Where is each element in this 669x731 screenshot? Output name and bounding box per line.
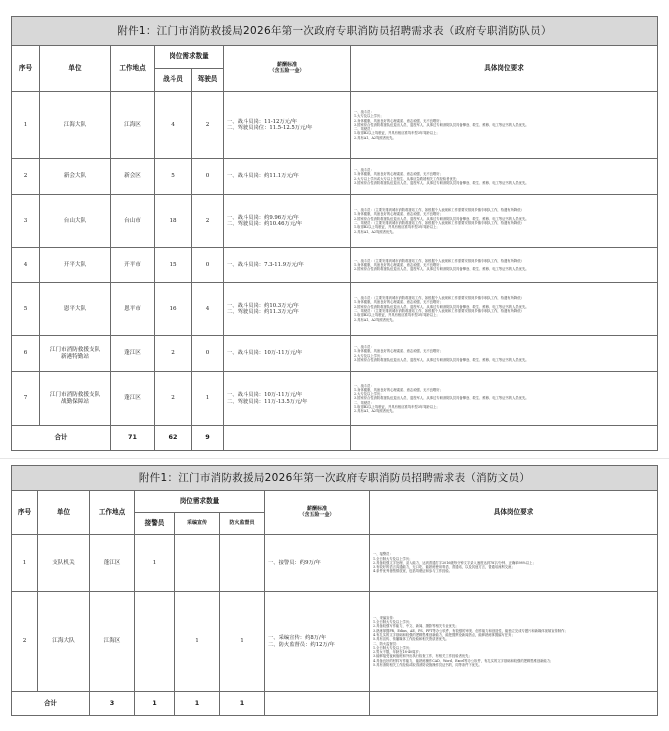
table-row — [12, 336, 658, 372]
cell-salary: 一、战斗员岗：约9.96万元/年 二、驾驶员岗：约10.46万元/年 — [224, 195, 351, 248]
table-separator — [0, 458, 669, 459]
cell-location: 蓬江区 — [90, 535, 135, 592]
cell-unit: 开平大队 — [40, 248, 111, 283]
cell-salary: 一、战斗员岗：11-12万元/年 二、驾驶员岗位：11.5-12.5万元/年 — [224, 92, 351, 159]
total-receiver: 1 — [135, 692, 175, 716]
cell-requirements: 一、接警员： 1.全日制大专及以上学历； 2.具备较强文字处理、录入能力，达到普通打字2016级每分钟文字录入速度达到78字/分钟、正确率98%以上； 3.有较好的语言沟通能力，无口吃、能熟练使用粤语、普通话，以及其他方言，普通话流利交流； 4.条件优秀者酌情放宽，包括驾驶证和参与工作经验。 — [370, 535, 658, 592]
cell-location: 江海区 — [90, 592, 135, 692]
table-row — [12, 535, 658, 592]
cell-receiver: 1 — [135, 535, 175, 592]
table-row — [12, 159, 658, 195]
cell-location: 蓬江区 — [111, 372, 155, 426]
header2-supervisor: 防火监督员 — [220, 513, 265, 535]
total-label: 合计 — [12, 426, 111, 451]
total-location: 3 — [90, 692, 135, 716]
header-location: 工作地点 — [111, 46, 155, 92]
cell-salary: 一、战斗员岗：约10.3万元/年 二、驾驶员岗：约11.3万元/年 — [224, 283, 351, 336]
cell-location: 新会区 — [111, 159, 155, 195]
cell-location: 江海区 — [111, 92, 155, 159]
header2-seq: 序号 — [12, 491, 38, 535]
cell-unit: 支队机关 — [38, 535, 90, 592]
cell-driver: 1 — [192, 372, 224, 426]
cell-fighter: 2 — [155, 336, 192, 372]
table-row — [12, 283, 658, 336]
cell-location: 开平市 — [111, 248, 155, 283]
cell-seq: 1 — [12, 535, 38, 592]
header-driver: 驾驶员 — [192, 69, 224, 92]
table2-title: 附件1：江门市消防救援局2026年第一次政府专职消防员招聘需求表（消防文员） — [12, 466, 658, 491]
total-label: 合计 — [12, 692, 90, 716]
cell-unit: 台山大队 — [40, 195, 111, 248]
cell-driver: 0 — [192, 336, 224, 372]
cell-fighter: 2 — [155, 372, 192, 426]
cell-requirements: 一、战斗员： 1.身体健康，具备良好的心理素质、意志顽强，无不良嗜好； 2.大专以上学历或大专以上在校生、从事应急救援相关工作经验者优先； 3.国家综合性消防救援队伍退出人员、退役军人、从事过专职消防队员具备攀登、救生、维修、电工等证书的人员优先。 — [351, 159, 658, 195]
cell-fighter: 18 — [155, 195, 192, 248]
cell-salary: 一、战斗员岗：10万-11万元/年 二、驾驶员岗：11万-13.5万元/年 — [224, 372, 351, 426]
cell-supervisor — [220, 535, 265, 592]
header2-publicity: 采编宣传 — [175, 513, 220, 535]
header2-receiver: 接警员 — [135, 513, 175, 535]
cell-location: 恩平市 — [111, 283, 155, 336]
header2-location: 工作地点 — [90, 491, 135, 535]
cell-seq: 7 — [12, 372, 40, 426]
cell-unit: 新会大队 — [40, 159, 111, 195]
cell-requirements: 一、战斗员：（主要安排到城市消防救援站工作，如根据个人表现和工作需要安排到乡镇专职队工作，待遇有所降低） 1.身体健康，具备良好的心理素质、意志顽强，无不良嗜好； 2.国家综合性消防救援队伍退出人员、退役军人、从事过专职消防队员具备攀登、救生、维修、电工等证书的人员优先。 二、驾驶员：（主要安排到城市消防救援站工作，如根据个人表现和工作需要安排到乡镇专职队工作，待遇有所降低） 1.取得B2以上驾驶证，并具有相应准驾车型3年驾龄以上； 2.具有A1、A2驾照者优先。 — [351, 283, 658, 336]
cell-publicity — [175, 535, 220, 592]
total-driver: 9 — [192, 426, 224, 451]
header-seq: 序号 — [12, 46, 40, 92]
cell-fighter: 4 — [155, 92, 192, 159]
cell-fighter: 15 — [155, 248, 192, 283]
table-row — [12, 92, 658, 159]
header-requirements: 具体岗位要求 — [351, 46, 658, 92]
cell-salary: 一、战斗员岗：约11.1万元/年 — [224, 159, 351, 195]
cell-location: 蓬江区 — [111, 336, 155, 372]
table-row — [12, 372, 658, 426]
total-row — [12, 692, 658, 716]
total-location: 71 — [111, 426, 155, 451]
header-demand: 岗位需求数量 — [155, 46, 224, 69]
header2-salary-label: 薪酬标准 — [306, 505, 327, 512]
table-clerks — [11, 465, 658, 716]
cell-salary: 一、战斗员岗：10万-11万元/年 — [224, 336, 351, 372]
header2-salary — [265, 491, 370, 535]
cell-supervisor: 1 — [220, 592, 265, 692]
table-row — [12, 248, 658, 283]
cell-seq: 4 — [12, 248, 40, 283]
cell-seq: 3 — [12, 195, 40, 248]
total-publicity: 1 — [175, 692, 220, 716]
table-row — [12, 195, 658, 248]
cell-unit: 江门市消防救援支队 战勤保障站 — [40, 372, 111, 426]
header-salary-note: （含五险一金） — [269, 67, 305, 74]
header-fighter: 战斗员 — [155, 69, 192, 92]
total-req-empty — [370, 692, 658, 716]
cell-requirements: 一、采编宣传： 1.全日制大专及以上学历； 2.具备较强写作能力，中文、新闻、摄影等相关专业优先； 3.熟练掌握PR、Edius、AE、PS、PPT等办公软件，有较强的审美、创作能力和创造性，能独立完成专题片和新媒体视频宣传制作； 4.有扎实的文字基础和较强的逻辑思维创新能力，能把握舆论新闻热点，能够熟练掌握编写任务； 5.具有宣传、传播媒体工作经验和相关资质者优先。 二、防火监督员： 1.全日制大专及以上学历； 2.男女不限，年龄在18-40周岁； 3.能够接受夜间值班和外出执行检查工作，有相关工作经验者优先； 4.具备良好的材料写作能力，能熟练操作CAD、Word、Excel等办公软件，有扎实的文字基础和较强的逻辑思维创新能力； 5.具有消防相关工作经验或取得消防设施操作员证书的，同等条件下优先。 — [370, 592, 658, 692]
cell-unit: 江海大队 — [38, 592, 90, 692]
table-firefighters — [11, 16, 658, 451]
cell-requirements: 一、战斗员： 1.身体健康，具备良好的心理素质、意志顽强，无不良嗜好； 2.大专及以上学历； 3.国家综合性消防救援队伍退出人员、退役军人、从事过专职消防队员具备攀登、救生、维修、电工等证书的人员优先。 二、驾驶员： 1.取得B2以上驾驶证，并具有相应准驾车型3年驾龄以上； 2.具有A1、A2驾照者优先。 — [351, 372, 658, 426]
total-row — [12, 426, 658, 451]
cell-publicity: 1 — [175, 592, 220, 692]
header2-requirements: 具体岗位要求 — [370, 491, 658, 535]
cell-requirements: 一、战斗员：（主要安排到城市消防救援站工作，如根据个人表现和工作需要安排到乡镇专职队工作，待遇有所降低） 1.身体健康，具备良好的心理素质、意志顽强，无不良嗜好； 2.国家综合性消防救援队伍退出人员、退役军人、从事过专职消防队员具备攀登、救生、维修、电工等证书的人员优先。 — [351, 248, 658, 283]
header2-demand: 岗位需求数量 — [135, 491, 265, 513]
cell-unit: 恩平大队 — [40, 283, 111, 336]
cell-unit: 江海大队 — [40, 92, 111, 159]
header2-salary-note: （含五险一金） — [299, 511, 335, 518]
cell-requirements: 一、战斗员： 1.身体健康，具备良好的心理素质、意志顽强，无不良嗜好； 2.大专及以上学历； 3.国家综合性消防救援队伍退出人员、退役军人、从事过专职消防队员具备攀登、救生、维修、电工等证书的人员优先。 — [351, 336, 658, 372]
cell-fighter: 16 — [155, 283, 192, 336]
total-salary-empty — [265, 692, 370, 716]
cell-location: 台山市 — [111, 195, 155, 248]
cell-driver: 2 — [192, 92, 224, 159]
cell-seq: 5 — [12, 283, 40, 336]
cell-driver: 2 — [192, 195, 224, 248]
total-fighter: 62 — [155, 426, 192, 451]
cell-salary: 一、接警员：约9万/年 — [265, 535, 370, 592]
table1-title: 附件1：江门市消防救援局2026年第一次政府专职消防员招聘需求表（政府专职消防队员） — [12, 17, 658, 46]
header2-unit: 单位 — [38, 491, 90, 535]
cell-seq: 2 — [12, 592, 38, 692]
cell-salary: 一、采编宣传：约8万/年 二、防火监督员：约12万/年 — [265, 592, 370, 692]
cell-seq: 2 — [12, 159, 40, 195]
header-salary — [224, 46, 351, 92]
cell-driver: 0 — [192, 159, 224, 195]
cell-receiver — [135, 592, 175, 692]
table-row — [12, 592, 658, 692]
total-salary-empty — [224, 426, 351, 451]
cell-requirements: 一、战斗员： 1.大专及以上学历； 2.身体健康，具备良好的心理素质、意志顽强，无不良嗜好； 3.国家综合性消防救援队伍退出人员、退役军人、从事过专职消防队员具备攀登、救生、维修、电工等证书的人员优先。 二、驾驶员： 1.取得B2以上驾驶证，并具有相应准驾车型3年驾龄以上； 2.具有A1、A2驾照者优先。 — [351, 92, 658, 159]
cell-seq: 1 — [12, 92, 40, 159]
header-salary-label: 薪酬标准 — [276, 61, 297, 68]
cell-requirements: 一、战斗员：（主要安排到城市消防救援站工作，如根据个人表现和工作需要安排到乡镇专职队工作，待遇有所降低） 1.身体健康，具备良好的心理素质、意志顽强，无不良嗜好； 2.国家综合性消防救援队伍退出人员、退役军人、从事过专职消防队员具备攀登、救生、维修、电工等证书的人员优先。 二、驾驶员：（主要安排到城市消防救援站工作，如根据个人表现和工作需要安排到乡镇专职队工作，待遇有所降低） 1.取得B2以上驾驶证，并具有相应准驾车型3年驾龄以上； 2.具有A1、A2驾照者优先。 — [351, 195, 658, 248]
total-req-empty — [351, 426, 658, 451]
cell-unit: 江门市消防救援支队 新港特勤站 — [40, 336, 111, 372]
header-unit: 单位 — [40, 46, 111, 92]
cell-driver: 0 — [192, 248, 224, 283]
total-supervisor: 1 — [220, 692, 265, 716]
cell-fighter: 5 — [155, 159, 192, 195]
cell-salary: 一、战斗员岗：7.3-11.9万元/年 — [224, 248, 351, 283]
cell-driver: 4 — [192, 283, 224, 336]
cell-seq: 6 — [12, 336, 40, 372]
